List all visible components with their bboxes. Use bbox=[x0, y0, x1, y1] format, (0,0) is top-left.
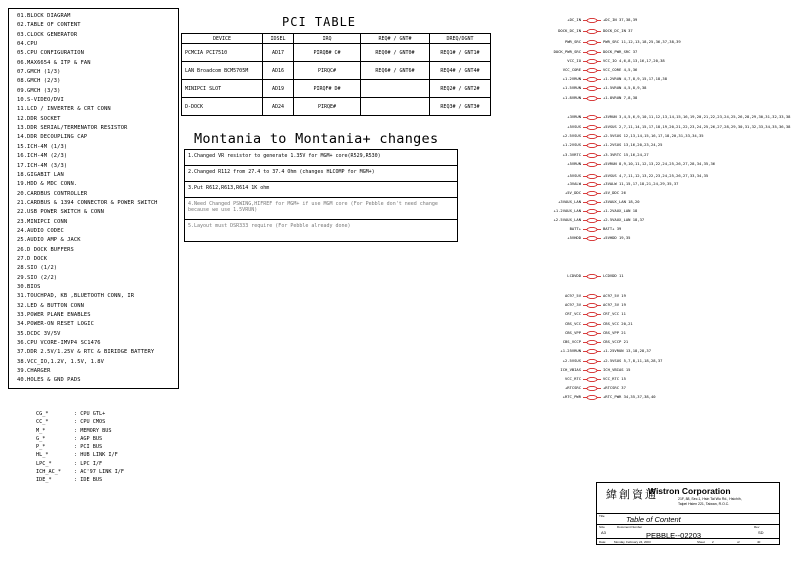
legend-row bbox=[36, 410, 124, 418]
offpage-connector-icon bbox=[583, 227, 601, 231]
of-label: of bbox=[737, 540, 740, 544]
table-of-contents bbox=[8, 8, 179, 389]
offpage-connector-icon bbox=[583, 50, 601, 54]
rail-destination-label: VCC_CORE 4,5,36 bbox=[603, 67, 638, 72]
toc-entry: 03.CLOCK GENERATOR bbox=[17, 31, 78, 38]
rail-destination-label: VCC_IO 4,6,8,13,16,17,20,38 bbox=[603, 58, 665, 63]
toc-entry: 33.POWER PLANE ENABLES bbox=[17, 312, 91, 318]
sheet-title: Table of Content bbox=[626, 515, 681, 524]
toc-entry: 21.CARDBUS & 1394 CONNECTOR & POWER SWITCH bbox=[17, 199, 158, 206]
address-line-1: 21F, 88, Sec.1, Hsin Tai Wu Rd., Hsichih, bbox=[678, 497, 742, 501]
offpage-connector-icon bbox=[583, 209, 601, 213]
toc-entry: 10.S-VIDEO/DVI bbox=[17, 97, 64, 104]
toc-entry: 12.DDR SOCKET bbox=[17, 115, 61, 122]
offpage-connector-icon bbox=[583, 377, 601, 381]
offpage-connector-icon bbox=[583, 368, 601, 372]
legend-meaning: : HUB LINK I/F bbox=[74, 452, 118, 459]
rail-source-label: +3.3VRTC bbox=[562, 152, 581, 157]
rail-destination-label: BATT+ 39 bbox=[603, 226, 622, 231]
rail-destination-label: +RTCSRC 37 bbox=[603, 385, 626, 390]
pci-table bbox=[181, 33, 491, 116]
rail-source-label: BATT+ bbox=[569, 226, 581, 231]
toc-entry: 15.ICH-4M (1/3) bbox=[17, 143, 68, 150]
pci-cell-irq: PIRQB# C# bbox=[294, 44, 361, 62]
rail-source-label: +5VRUN bbox=[567, 161, 581, 166]
legend-meaning: : AGP BUS bbox=[74, 435, 103, 442]
toc-entry: 06.MAX6654 & ITP & FAN bbox=[17, 59, 91, 66]
rail-source-label: AC97_3V bbox=[564, 302, 581, 307]
toc-entry: 25.AUDIO AMP & JACK bbox=[17, 237, 81, 244]
pci-table-row bbox=[182, 80, 491, 98]
legend-row bbox=[36, 460, 124, 468]
toc-entry: 11.LCD / INVERTER & CRT CONN bbox=[17, 106, 111, 113]
rail-destination-label: AC97_3V 19 bbox=[603, 302, 626, 307]
toc-entry: 28.SIO (1/2) bbox=[17, 265, 58, 272]
rail-source-label: +RTCSRC bbox=[564, 385, 581, 390]
company-logo: 緯創資通 bbox=[606, 488, 658, 501]
toc-entry: 36.CPU VCORE-IMVP4 SC1476 bbox=[17, 340, 101, 347]
offpage-connector-icon bbox=[583, 294, 601, 298]
offpage-connector-icon bbox=[583, 115, 601, 119]
pci-cell-irq: PIRQC# bbox=[294, 62, 361, 80]
offpage-connector-icon bbox=[583, 18, 601, 22]
offpage-connector-icon bbox=[583, 386, 601, 390]
changes-list bbox=[184, 149, 458, 242]
rail-source-label: +2.5VSUS bbox=[562, 358, 581, 363]
rail-destination-label: +1.2VAUX_LAN 18 bbox=[603, 208, 638, 213]
legend-prefix: G_* bbox=[36, 435, 46, 442]
toc-entry: 37.DDR 2.5V/1.25V & RTC & BIRIDGE BATTERY bbox=[17, 349, 155, 356]
rail-destination-label: +1.2VSUS 13,16,20,23,24,25 bbox=[603, 142, 663, 147]
rail-source-label: +1.5VRUN bbox=[562, 85, 581, 90]
pci-cell-device: MINIPCI SLOT bbox=[182, 80, 263, 98]
rail-source-label: +5V_DDC bbox=[564, 190, 581, 195]
toc-entry: 32.LED & BUTTON CONN bbox=[17, 302, 84, 309]
rail-destination-label: +DC_IN 37,38,39 bbox=[603, 17, 638, 22]
legend-row bbox=[36, 451, 124, 459]
legend-prefix: HL_* bbox=[36, 452, 49, 459]
toc-entry: 38.VCC_IO,1.2V, 1.5V, 1.8V bbox=[17, 358, 104, 365]
pci-cell-device: D-DOCK bbox=[182, 98, 263, 116]
sheet-label: Sheet bbox=[697, 540, 705, 544]
offpage-connector-icon bbox=[583, 134, 601, 138]
pci-cell-idsel: AD24 bbox=[263, 98, 294, 116]
rail-source-label: VCC_CORE bbox=[562, 67, 581, 72]
pci-cell-req: REQ6# / GNT6# bbox=[361, 62, 430, 80]
change-item: 5.Layout must DSR333 require (For Pebble already done) bbox=[188, 223, 351, 229]
rail-destination-label: VCC_RTC 15 bbox=[603, 376, 626, 381]
toc-entry: 26.D DOCK BUFFERS bbox=[17, 246, 74, 253]
rail-source-label: +5VSUS bbox=[567, 173, 581, 178]
change-item: 2.Changed R112 from 27.4 to 37.4 Ohm (changes HLCOMP for MGM+) bbox=[185, 166, 457, 182]
rail-destination-label: +3VALW 11,15,17,18,21,24,29,35,37 bbox=[603, 181, 679, 186]
size-label: Size bbox=[599, 525, 605, 529]
toc-entry: 05.CPU CONFIGURATION bbox=[17, 50, 84, 57]
offpage-connector-icon bbox=[583, 96, 601, 100]
rail-destination-label: +1.2VRUN 4,7,8,9,15,17,18,38 bbox=[603, 76, 668, 81]
rail-destination-label: DOCK_DC_IN 37 bbox=[603, 28, 633, 33]
offpage-connector-icon bbox=[583, 191, 601, 195]
toc-entry: 18.GIGABIT LAN bbox=[17, 171, 64, 178]
changes-title: Montania to Montania+ changes bbox=[194, 131, 439, 147]
pci-cell-device: PCMCIA PCI7510 bbox=[182, 44, 263, 62]
address-line-2: Taipei Hsien 221, Taiwan, R.O.C. bbox=[678, 502, 730, 506]
rail-destination-label: +3VAUX_LAN 18,20 bbox=[603, 199, 640, 204]
company-name: Wistron Corporation bbox=[648, 486, 731, 496]
pci-table-row bbox=[182, 98, 491, 116]
legend-meaning: : AC'97 LINK I/F bbox=[74, 469, 124, 476]
rail-source-label: +1.2VAUX_LAN bbox=[553, 208, 581, 213]
rail-destination-label: +RTC_PWR 34,35,37,38,40 bbox=[603, 394, 656, 399]
pci-cell-dreq: REQ2# / GNT2# bbox=[430, 80, 491, 98]
legend-row bbox=[36, 476, 124, 484]
legend-meaning: : IDE BUS bbox=[74, 477, 103, 484]
pci-table-title: PCI TABLE bbox=[282, 15, 357, 29]
rail-source-label: +3VALW bbox=[567, 181, 581, 186]
pci-cell-dreq: REQ3# / GNT3# bbox=[430, 98, 491, 116]
offpage-connector-icon bbox=[583, 174, 601, 178]
rail-source-label: +3VRUN bbox=[567, 114, 581, 119]
toc-entry: 14.DDR DECOUPLING CAP bbox=[17, 134, 88, 141]
toc-entry: 23.MINIPCI CONN bbox=[17, 218, 68, 225]
offpage-connector-icon bbox=[583, 340, 601, 344]
legend-prefix: LPC_* bbox=[36, 460, 52, 467]
legend-meaning: : CPU CMOS bbox=[74, 419, 106, 426]
toc-entry: 35.DCDC 3V/5V bbox=[17, 330, 61, 337]
toc-entry: 20.CARDBUS CONTROLLER bbox=[17, 190, 88, 197]
offpage-connector-icon bbox=[583, 29, 601, 33]
offpage-connector-icon bbox=[583, 86, 601, 90]
rail-source-label: +1.2VSUS bbox=[562, 142, 581, 147]
pci-header-idsel: IDSEL bbox=[263, 34, 294, 44]
toc-entry: 31.TOUCHPAD, KB ,BLUETOOTH CONN, IR bbox=[17, 293, 135, 300]
pci-cell-idsel: AD19 bbox=[263, 80, 294, 98]
toc-entry: 39.CHARGER bbox=[17, 368, 51, 375]
rail-destination-label: CBS_VCC 20,21 bbox=[603, 321, 633, 326]
rail-source-label: DOCK_PWR_SRC bbox=[553, 49, 581, 54]
rev-label: Rev bbox=[754, 525, 760, 529]
toc-entry: 01.BLOCK DIAGRAM bbox=[17, 13, 71, 19]
change-item: 1.Changed VR resistor to generate 1.35V for MGM+ core(R529,R530) bbox=[185, 150, 457, 166]
toc-entry: 16.ICH-4M (2/3) bbox=[17, 153, 68, 160]
toc-entry: 27.D DOCK bbox=[17, 255, 48, 262]
offpage-connector-icon bbox=[583, 236, 601, 240]
rail-destination-label: +1.25VRUN 13,18,28,37 bbox=[603, 348, 652, 353]
document-number: PEBBLE--02203 bbox=[646, 531, 702, 540]
rail-destination-label: ICH_VBIAS 15 bbox=[603, 367, 631, 372]
rail-destination-label: +1.5VRUN 4,5,8,9,38 bbox=[603, 85, 647, 90]
legend-meaning: : PCI BUS bbox=[74, 444, 103, 451]
pci-cell-device: LAN Broadcom BCM5705M bbox=[182, 62, 263, 80]
rail-source-label: VCC_IO bbox=[567, 58, 581, 63]
offpage-connector-icon bbox=[583, 143, 601, 147]
legend-prefix: CG_* bbox=[36, 411, 49, 417]
offpage-connector-icon bbox=[583, 182, 601, 186]
bus-prefix-legend bbox=[36, 410, 124, 485]
offpage-connector-icon bbox=[583, 162, 601, 166]
pci-header-irq: IRQ bbox=[294, 34, 361, 44]
offpage-connector-icon bbox=[583, 77, 601, 81]
offpage-connector-icon bbox=[583, 59, 601, 63]
rail-source-label: LCDVDD bbox=[567, 273, 581, 278]
toc-entry: 30.BIOS bbox=[17, 283, 41, 290]
title-label: Title bbox=[599, 514, 605, 518]
rail-destination-label: +3.3VRTC 15,16,24,27 bbox=[603, 152, 649, 157]
rail-source-label: +2.5VSUS bbox=[562, 133, 581, 138]
rail-destination-label: +5VRUN 8,9,10,11,12,13,22,24,25,26,27,28,34,35,36 bbox=[603, 161, 716, 166]
rail-source-label: CBS_VCC bbox=[564, 321, 581, 326]
rail-destination-label: +1.8VRUN 7,8,38 bbox=[603, 95, 638, 100]
legend-prefix: ICH_AC_* bbox=[36, 469, 61, 476]
legend-prefix: P_* bbox=[36, 444, 46, 451]
offpage-connector-icon bbox=[583, 153, 601, 157]
legend-row bbox=[36, 427, 124, 435]
date-label: Date: bbox=[599, 540, 607, 544]
offpage-connector-icon bbox=[583, 359, 601, 363]
offpage-connector-icon bbox=[583, 200, 601, 204]
toc-entry: 08.GMCH (2/3) bbox=[17, 78, 61, 85]
rail-destination-label: CBS_VPP 21 bbox=[603, 330, 626, 335]
rail-source-label: +3VAUX_LAN bbox=[558, 199, 581, 204]
rail-destination-label: +5V_DDC 26 bbox=[603, 190, 626, 195]
pci-header-dreq: DREQ/DGNT bbox=[430, 34, 491, 44]
legend-prefix: CC_* bbox=[36, 419, 49, 426]
rail-destination-label: +2.5VAUX_LAN 18,37 bbox=[603, 217, 645, 222]
rail-source-label: +1.25VRUN bbox=[560, 348, 581, 353]
offpage-connector-icon bbox=[583, 331, 601, 335]
rail-source-label: DOCK_DC_IN bbox=[558, 28, 581, 33]
toc-entry: 29.SIO (2/2) bbox=[17, 274, 58, 281]
legend-prefix: M_* bbox=[36, 427, 46, 434]
toc-entry: 22.USB POWER SWITCH & CONN bbox=[17, 209, 104, 216]
toc-entry: 19.HDD & MDC CONN. bbox=[17, 181, 78, 188]
pci-header-req: REQ# / GNT# bbox=[361, 34, 430, 44]
rail-destination-label: LCDVDD 11 bbox=[603, 273, 624, 278]
rail-destination-label: DOCK_PWR_SRC 37 bbox=[603, 49, 638, 54]
offpage-connector-icon bbox=[583, 322, 601, 326]
toc-entry: 07.GMCH (1/3) bbox=[17, 69, 61, 76]
rail-destination-label: CRT_VCC 11 bbox=[603, 311, 626, 316]
pci-table-row bbox=[182, 44, 491, 62]
rail-source-label: +5VSUS bbox=[567, 124, 581, 129]
offpage-connector-icon bbox=[583, 312, 601, 316]
offpage-connector-icon bbox=[583, 395, 601, 399]
pci-cell-idsel: AD17 bbox=[263, 44, 294, 62]
rail-source-label: PWR_SRC bbox=[564, 39, 581, 44]
pci-cell-irq: PIRQE# bbox=[294, 98, 361, 116]
legend-meaning: : CPU GTL+ bbox=[74, 411, 106, 417]
rail-destination-label: AC97_5V 19 bbox=[603, 293, 626, 298]
rail-source-label: +1.8VRUN bbox=[562, 95, 581, 100]
rail-destination-label: +5VSUS 2,7,11,14,15,17,18,19,20,21,22,23,24,25,26,27,28,29,30,31,32,33,34,35,36,38 bbox=[603, 124, 791, 129]
change-item: 3.Put R612,R613,R614 1K ohm bbox=[185, 182, 457, 198]
pci-cell-dreq: REQ4# / GNT4# bbox=[430, 62, 491, 80]
rail-destination-label: CBS_VCCP 21 bbox=[603, 339, 629, 344]
rail-destination-label: +5VSUS 4,7,11,12,13,22,23,24,25,26,27,33,34,35 bbox=[603, 173, 709, 178]
pci-cell-idsel: AD16 bbox=[263, 62, 294, 80]
rail-source-label: VCC_RTC bbox=[564, 376, 581, 381]
legend-prefix: IDE_* bbox=[36, 477, 52, 484]
rail-source-label: +1.2VRUN bbox=[562, 76, 581, 81]
rail-source-label: AC97_5V bbox=[564, 293, 581, 298]
legend-row bbox=[36, 435, 124, 443]
toc-entry: 40.HOLES & GND PADS bbox=[17, 377, 81, 384]
offpage-connector-icon bbox=[583, 68, 601, 72]
offpage-connector-icon bbox=[583, 40, 601, 44]
pci-cell-req: REQ0# / GNT0# bbox=[361, 44, 430, 62]
toc-entry: 13.DDR SERIAL/TERMENATOR RESISTOR bbox=[17, 125, 128, 132]
offpage-connector-icon bbox=[583, 274, 601, 278]
sheet-size: A3 bbox=[601, 530, 606, 535]
rail-destination-label: +2.5VSUS 5,7,8,11,18,28,37 bbox=[603, 358, 663, 363]
rail-destination-label: +5VHDD 19,35 bbox=[603, 235, 631, 240]
legend-row bbox=[36, 418, 124, 426]
legend-meaning: : MEMORY BUS bbox=[74, 427, 112, 434]
toc-entry: 04.CPU bbox=[17, 41, 38, 48]
rail-source-label: ICH_VBIAS bbox=[560, 367, 581, 372]
toc-entry: 34.POWER-ON RESET LOGIC bbox=[17, 321, 94, 328]
rail-source-label: CBS_VCCP bbox=[562, 339, 581, 344]
total-sheets: 40 bbox=[757, 540, 761, 544]
rail-destination-label: PWR_SRC 11,12,13,18,25,36,37,38,39 bbox=[603, 39, 681, 44]
date: Monday, February 24, 2003 bbox=[614, 540, 651, 544]
offpage-connector-icon bbox=[583, 218, 601, 222]
sheet-number: 2 bbox=[712, 540, 714, 544]
toc-entry: 02.TABLE OF CONTENT bbox=[17, 22, 81, 29]
rail-source-label: +5VHDD bbox=[567, 235, 581, 240]
change-item: 4.Need Changed PSWING,HIFREF for MGM+ if use MGM core (For Pebble don't need change because we use 1.5VRUN) bbox=[185, 198, 457, 220]
rail-destination-label: +2.5VSUS 12,13,14,15,16,17,18,20,31,33,34,35 bbox=[603, 133, 704, 138]
docnum-label: Document Number bbox=[617, 525, 643, 529]
rail-destination-label: +3VRUN 3,4,5,6,9,10,11,12,13,14,15,16,19,20,21,22,23,24,25,26,28,29,30,31,32,33,38 bbox=[603, 114, 791, 119]
pci-cell-irq: PIRQF# D# bbox=[294, 80, 361, 98]
rail-source-label: +RTC_PWR bbox=[562, 394, 581, 399]
rail-source-label: CBS_VPP bbox=[564, 330, 581, 335]
legend-row bbox=[36, 443, 124, 451]
pci-table-row bbox=[182, 62, 491, 80]
pci-table-header-row bbox=[182, 34, 491, 44]
revision: SD bbox=[758, 530, 764, 535]
pci-header-device: DEVICE bbox=[182, 34, 263, 44]
pci-cell-req bbox=[361, 80, 430, 98]
toc-entry: 17.ICH-4M (3/3) bbox=[17, 162, 68, 169]
title-block-divider bbox=[597, 513, 779, 514]
rail-source-label: CRT_VCC bbox=[564, 311, 581, 316]
rail-source-label: +2.5VAUX_LAN bbox=[553, 217, 581, 222]
legend-meaning: : LPC I/F bbox=[74, 460, 103, 467]
legend-row bbox=[36, 468, 124, 476]
offpage-connector-icon bbox=[583, 125, 601, 129]
pci-cell-dreq: REQ1# / GNT1# bbox=[430, 44, 491, 62]
company-address bbox=[678, 497, 742, 507]
rail-source-label: +DC_IN bbox=[567, 17, 581, 22]
pci-cell-req bbox=[361, 98, 430, 116]
toc-entry: 09.GMCH (3/3) bbox=[17, 87, 61, 94]
toc-entry: 24.AUDIO CODEC bbox=[17, 227, 64, 234]
offpage-connector-icon bbox=[583, 349, 601, 353]
offpage-connector-icon bbox=[583, 303, 601, 307]
title-block-divider bbox=[597, 538, 779, 539]
